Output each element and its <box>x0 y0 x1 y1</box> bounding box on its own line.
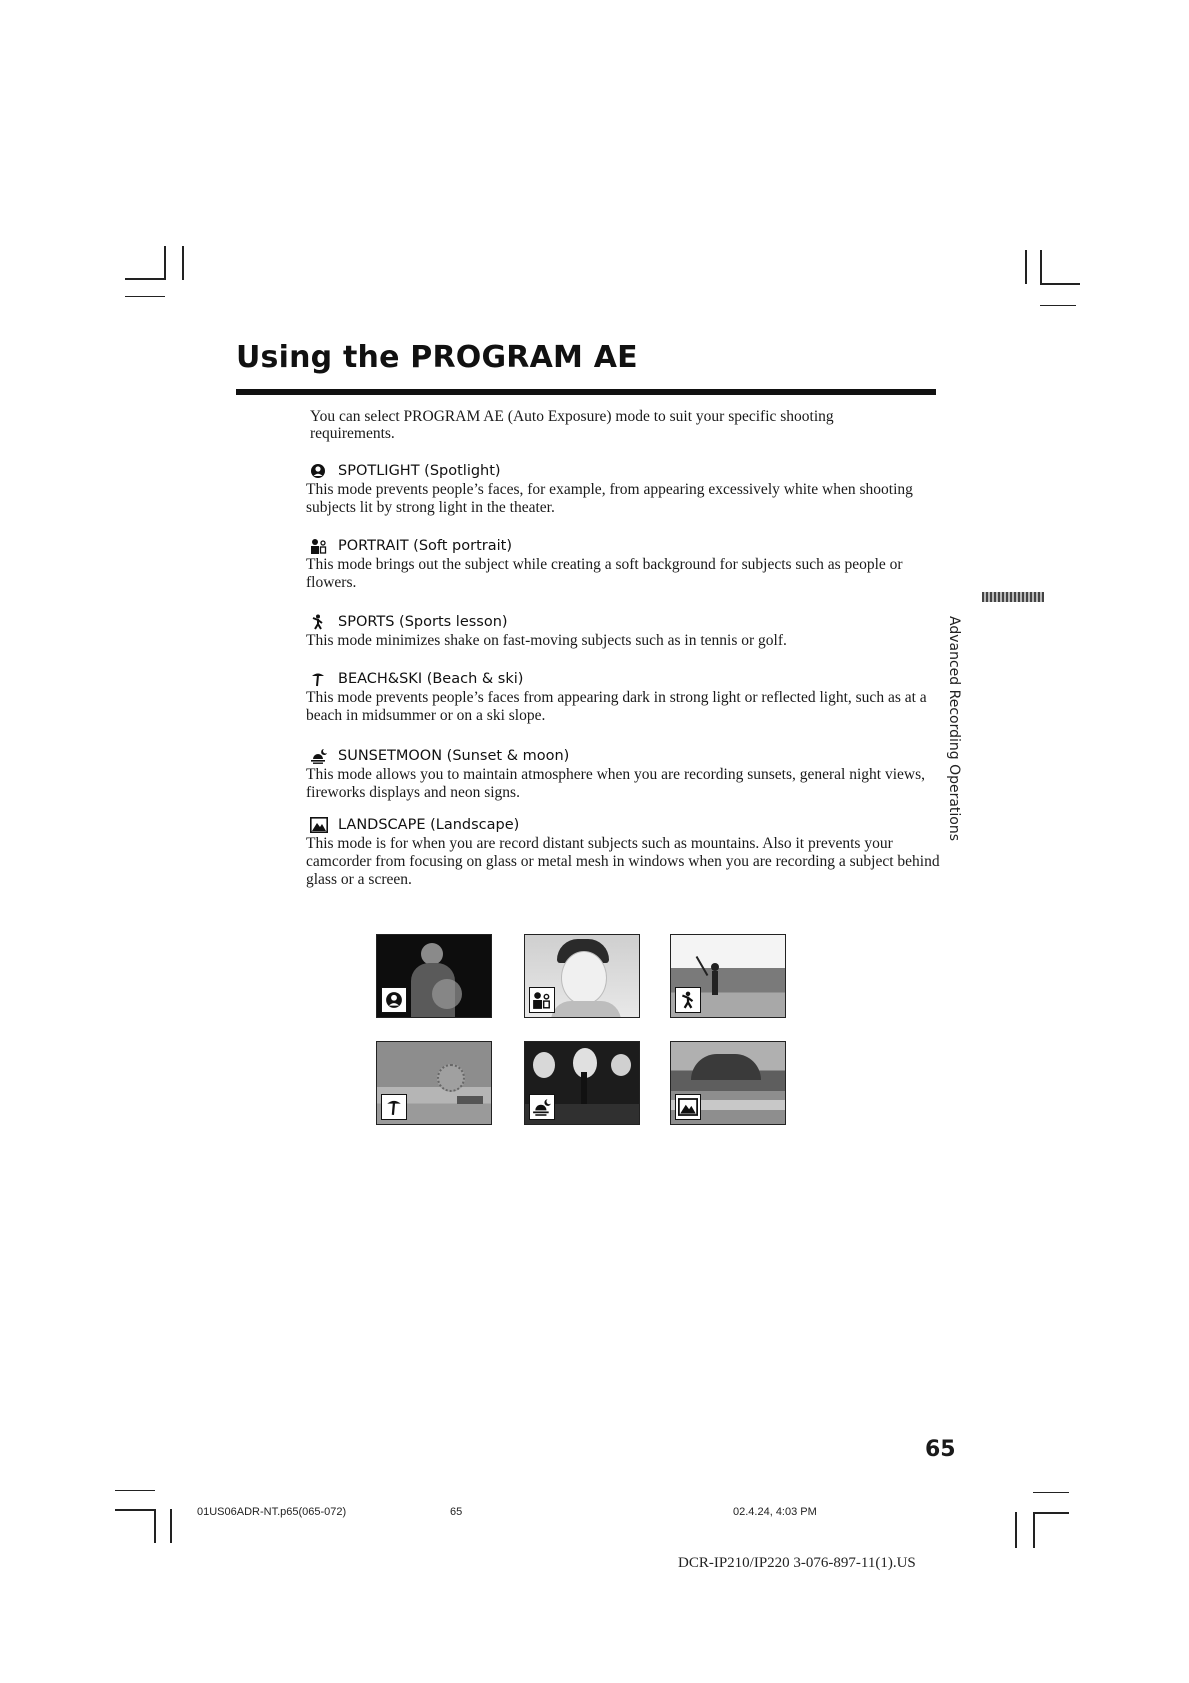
crop-mark <box>170 1509 172 1543</box>
mode-beach-ski <box>306 671 946 725</box>
crop-mark <box>1033 1492 1069 1493</box>
mode-description: This mode allows you to maintain atmosphere when you are recording sunsets, general night views, fireworks displays and neon signs. <box>306 766 925 801</box>
mode-portrait <box>306 538 946 592</box>
example-photo-sports <box>670 934 786 1018</box>
side-tab-bar <box>982 592 1044 602</box>
mode-description: This mode is for when you are record distant subjects such as mountains. Also it prevents your camcorder from focusing on glass or metal mesh in windows when you are recording a subject behind glass or a screen. <box>306 835 940 888</box>
landscape-icon <box>310 817 328 833</box>
footer-page: 65 <box>450 1506 463 1518</box>
mode-landscape <box>306 817 946 889</box>
example-photo-portrait <box>524 934 640 1018</box>
crop-mark <box>125 296 165 297</box>
mode-heading: PORTRAIT (Soft portrait) <box>338 538 512 554</box>
example-photo-sunset-moon <box>524 1041 640 1125</box>
page-number: 65 <box>925 1437 956 1462</box>
crop-mark <box>115 1509 155 1511</box>
mode-description: This mode brings out the subject while creating a soft background for subjects such as people or flowers. <box>306 556 903 591</box>
spotlight-icon <box>381 987 407 1013</box>
crop-mark <box>154 1509 156 1543</box>
mode-sunset-moon <box>306 748 946 802</box>
footer-model-code: DCR-IP210/IP220 3-076-897-11(1).US <box>678 1555 916 1571</box>
mode-heading: SPORTS (Sports lesson) <box>338 614 508 630</box>
crop-mark <box>1040 250 1042 284</box>
portrait-icon <box>529 987 555 1013</box>
mode-description: This mode prevents people’s faces from appearing dark in strong light or reflected light, such as at a beach in midsummer or on a ski slope. <box>306 689 927 724</box>
sports-icon <box>675 987 701 1013</box>
title-rule <box>236 389 936 395</box>
sunset-moon-icon <box>310 748 328 764</box>
footer-timestamp: 02.4.24, 4:03 PM <box>733 1506 817 1518</box>
crop-mark <box>1033 1512 1069 1514</box>
crop-mark <box>1040 305 1076 306</box>
crop-mark <box>164 246 166 280</box>
mode-description: This mode minimizes shake on fast-moving subjects such as in tennis or golf. <box>306 632 787 649</box>
crop-mark <box>125 278 165 280</box>
example-photo-beach-ski <box>376 1041 492 1125</box>
mode-heading: LANDSCAPE (Landscape) <box>338 817 520 833</box>
mode-heading: SPOTLIGHT (Spotlight) <box>338 463 501 479</box>
side-tab-text: Advanced Recording Operations <box>946 616 962 842</box>
crop-mark <box>1025 250 1027 284</box>
intro-text: You can select PROGRAM AE (Auto Exposure) mode to suit your specific shooting requirements. <box>310 408 834 442</box>
mode-heading: BEACH&SKI (Beach & ski) <box>338 671 524 687</box>
sports-icon <box>310 614 328 630</box>
crop-mark <box>182 246 184 280</box>
crop-mark <box>1033 1512 1035 1548</box>
landscape-icon <box>675 1094 701 1120</box>
crop-mark <box>1040 283 1080 285</box>
beach-ski-icon <box>310 671 328 687</box>
crop-mark <box>1015 1512 1017 1548</box>
mode-sports <box>306 614 946 650</box>
side-tab-label <box>940 616 964 876</box>
footer-file-name: 01US06ADR-NT.p65(065-072) <box>197 1506 347 1518</box>
mode-heading: SUNSETMOON (Sunset & moon) <box>338 748 570 764</box>
mode-description: This mode prevents people’s faces, for example, from appearing excessively white when shooting subjects lit by strong light in the theater. <box>306 481 913 516</box>
spotlight-icon <box>310 463 328 479</box>
beach-ski-icon <box>381 1094 407 1120</box>
sunset-moon-icon <box>529 1094 555 1120</box>
mode-spotlight <box>306 463 946 517</box>
portrait-icon <box>310 538 328 554</box>
crop-mark <box>115 1490 155 1491</box>
example-photo-landscape <box>670 1041 786 1125</box>
page-title: Using the PROGRAM AE <box>236 340 638 375</box>
example-photo-spotlight <box>376 934 492 1018</box>
